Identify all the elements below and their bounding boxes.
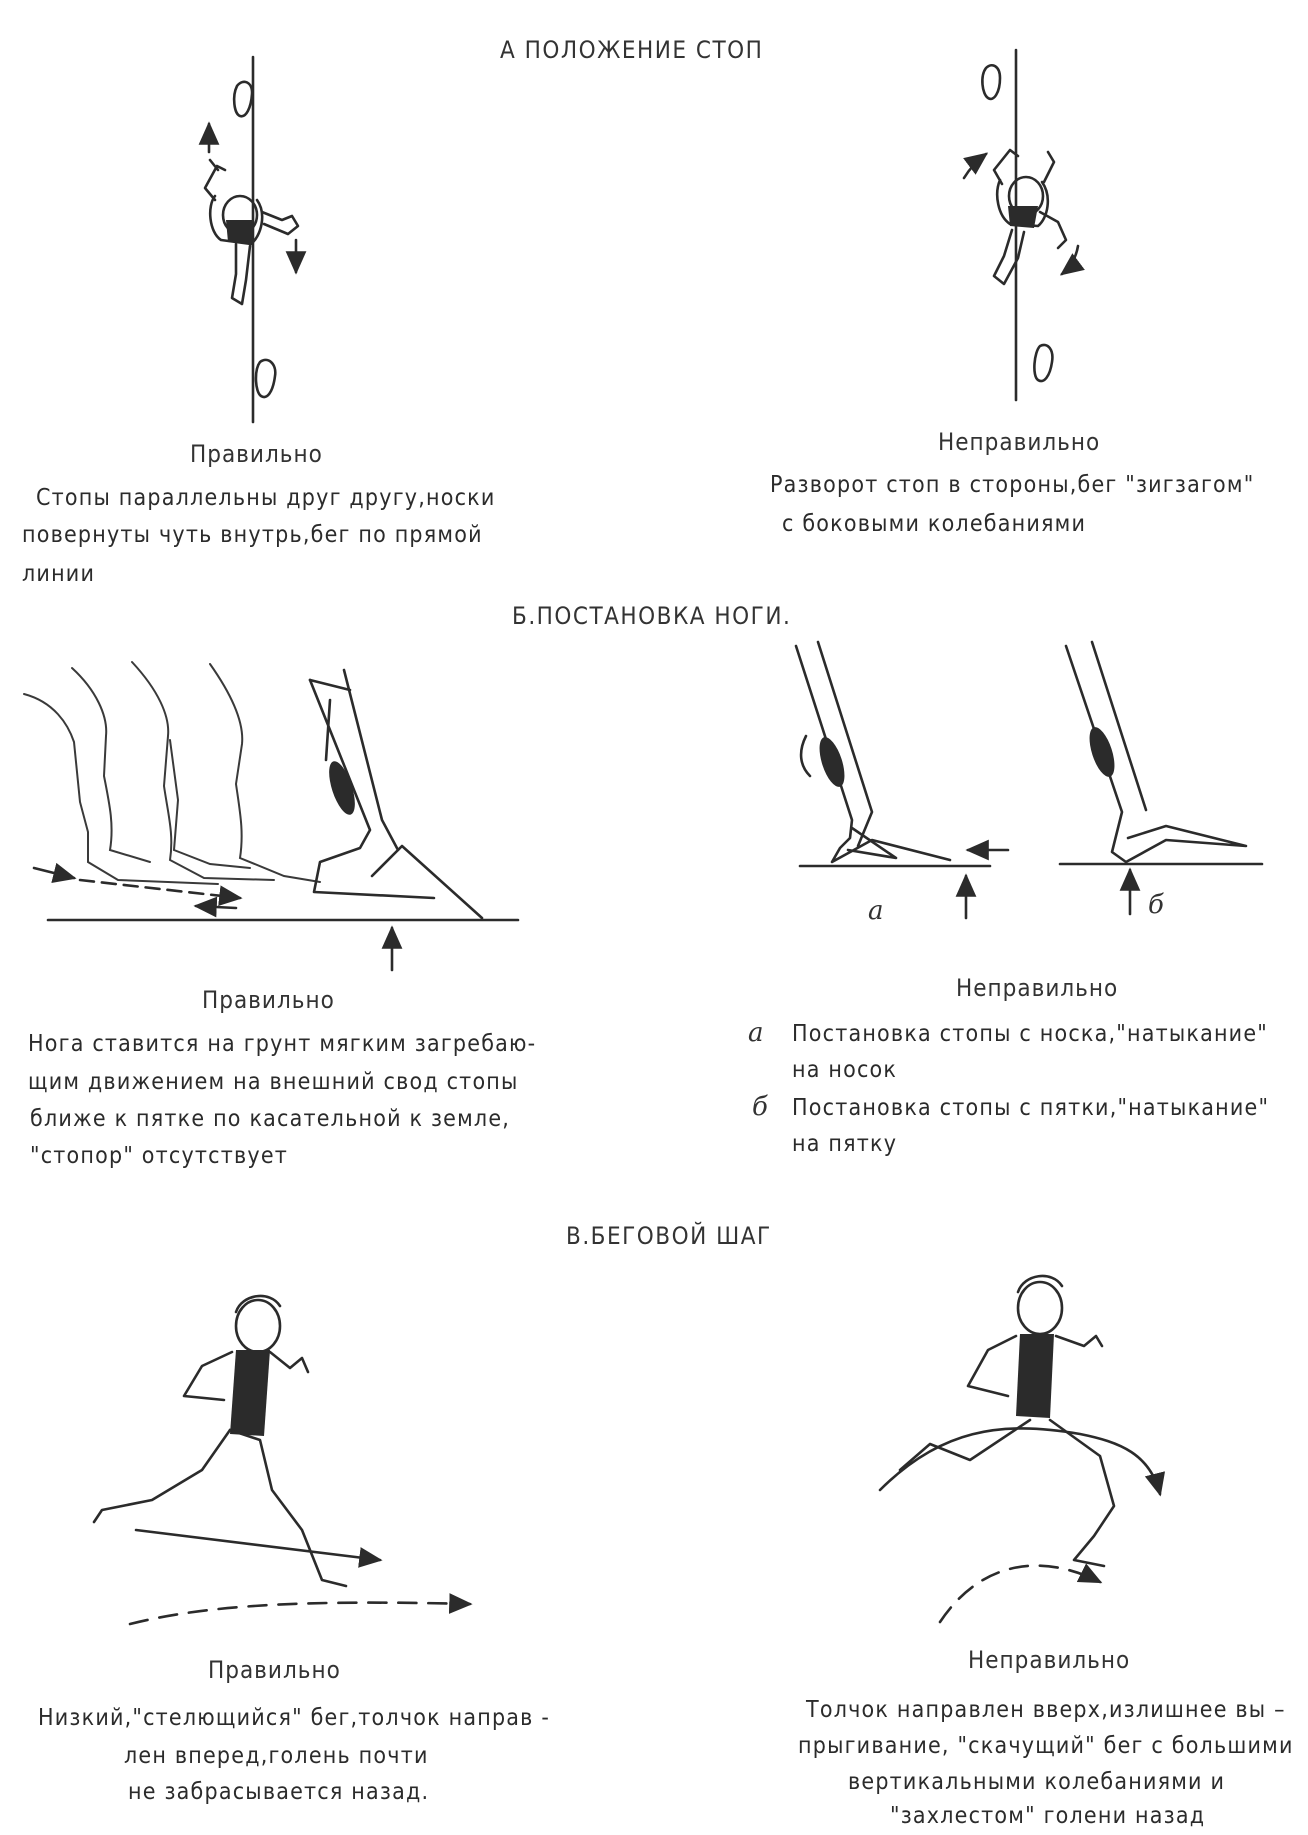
runner-topview-incorrect-figure [964, 50, 1078, 400]
description-line: линии [22, 561, 96, 587]
description-line: не забрасывается назад. [128, 1779, 430, 1805]
section-b-title: Б.ПОСТАНОВКА НОГИ. [512, 602, 792, 630]
leg-placement-incorrect-b-figure [1060, 642, 1262, 914]
description-line: на пятку [792, 1131, 898, 1157]
figure-label-b: б [1148, 890, 1165, 920]
description-line: Нога ставится на грунт мягким загребаю- [28, 1031, 537, 1057]
description-line: Постановка стопы с носка,"натыкание" [792, 1021, 1268, 1047]
leg-placement-incorrect-a-figure [796, 642, 1008, 918]
running-stride-correct-figure [94, 1296, 470, 1624]
item-marker: а [748, 1018, 765, 1048]
description-line: щим движением на внешний свод стопы [28, 1069, 519, 1095]
description-line: Низкий,"стелющийся" бег,толчок направ - [38, 1705, 550, 1731]
description-line: повернуты чуть внутрь,бег по прямой [22, 522, 483, 548]
description-line: Стопы параллельны друг другу,носки [36, 485, 496, 511]
item-marker: б [752, 1092, 769, 1122]
section-b-incorrect-label: Неправильно [956, 974, 1119, 1002]
description-line: ближе к пятке по касательной к земле, [30, 1106, 511, 1132]
description-line: лен вперед,голень почти [124, 1743, 429, 1769]
running-stride-incorrect-figure [880, 1276, 1160, 1622]
runner-topview-correct-figure [205, 57, 298, 422]
description-line: Разворот стоп в стороны,бег "зигзагом" [770, 472, 1255, 498]
section-c-incorrect-label: Неправильно [968, 1646, 1131, 1674]
section-c-title: В.БЕГОВОЙ ШАГ [566, 1222, 772, 1250]
description-line: вертикальными колебаниями и [848, 1769, 1226, 1795]
description-line: на носок [792, 1057, 898, 1083]
description-line: "захлестом" голени назад [890, 1803, 1206, 1829]
section-a-title: А ПОЛОЖЕНИЕ СТОП [500, 36, 764, 64]
section-a-incorrect-label: Неправильно [938, 428, 1101, 456]
description-line: "стопор" отсутствует [30, 1143, 289, 1169]
section-c-correct-label: Правильно [208, 1656, 341, 1684]
section-b-correct-label: Правильно [202, 986, 335, 1014]
figure-label-a: а [868, 896, 885, 926]
leg-placement-correct-figure [24, 662, 518, 970]
description-line: Толчок направлен вверх,излишнее вы – [806, 1697, 1286, 1723]
description-line: с боковыми колебаниями [782, 511, 1087, 537]
description-line: прыгивание, "скачущий" бег с большими [798, 1733, 1294, 1759]
description-line: Постановка стопы с пятки,"натыкание" [792, 1095, 1270, 1121]
section-a-correct-label: Правильно [190, 440, 323, 468]
